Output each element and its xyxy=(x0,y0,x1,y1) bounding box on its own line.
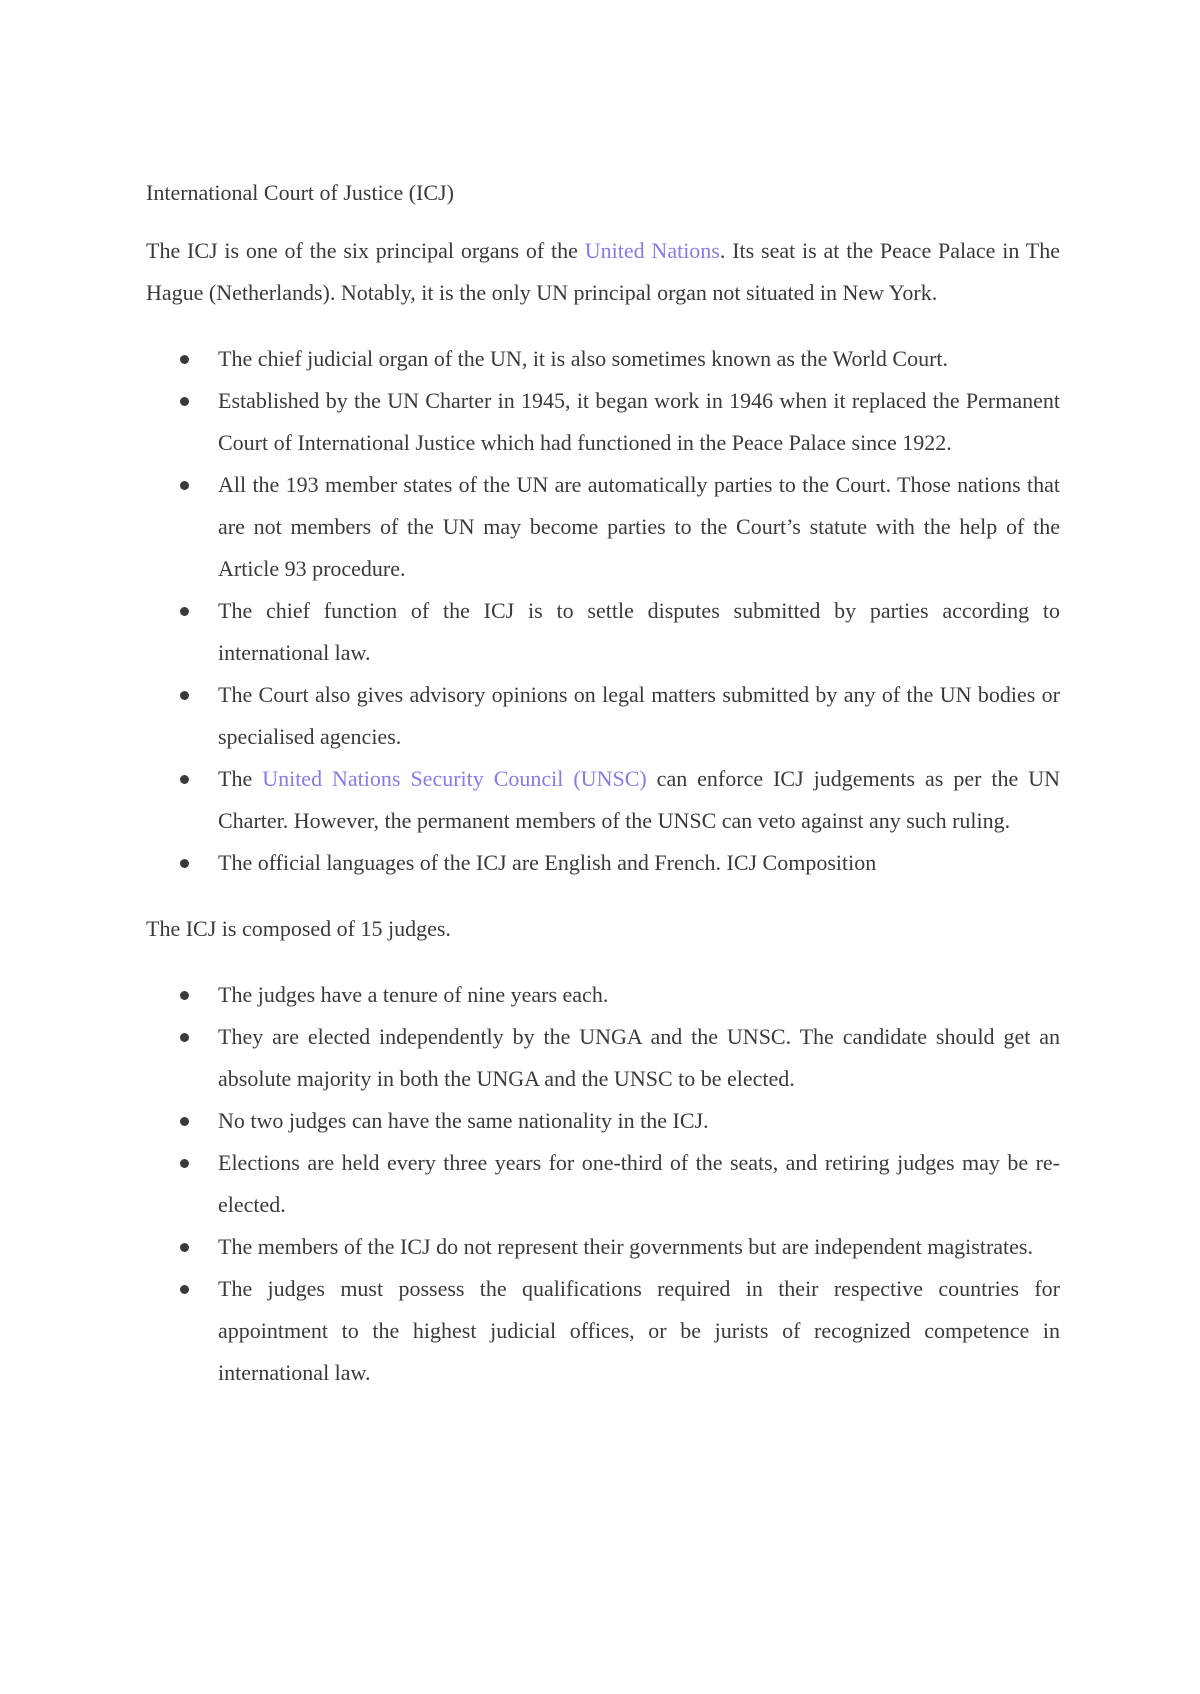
composition-paragraph: The ICJ is composed of 15 judges. xyxy=(146,916,451,941)
bullet-icon xyxy=(180,775,189,784)
unsc-link[interactable]: United Nations Security Council (UNSC) xyxy=(262,766,647,791)
list-item-text-after: can enforce ICJ judgements as per the UN Charter. However, the permanent members of the UNSC can veto against any such ruling. xyxy=(218,766,1060,833)
united-nations-link[interactable]: United Nations xyxy=(584,238,720,263)
list-item-text: The Court also gives advisory opinions on legal matters submitted by any of the UN bodies or specialised agencies. xyxy=(218,682,1060,749)
list-item xyxy=(218,464,1060,590)
bullet-icon xyxy=(180,355,189,364)
list-item xyxy=(218,1100,1060,1142)
list-item xyxy=(218,758,1060,842)
bullet-icon xyxy=(180,397,189,406)
bullet-icon xyxy=(180,481,189,490)
list-item-text: No two judges can have the same nationality in the ICJ. xyxy=(218,1108,709,1133)
bullet-icon xyxy=(180,607,189,616)
bullet-icon xyxy=(180,991,189,1000)
bullet-icon xyxy=(180,1285,189,1294)
list-item xyxy=(218,590,1060,674)
bullet-icon xyxy=(180,691,189,700)
list-item-text: The judges must possess the qualifications required in their respective countries for appointment to the highest judicial offices, or be jurists of recognized competence in international law. xyxy=(218,1276,1060,1385)
composition-list xyxy=(146,974,1060,1394)
intro-paragraph xyxy=(146,230,1060,314)
bullet-icon xyxy=(180,859,189,868)
list-item xyxy=(218,338,1060,380)
intro-text-after: . Its seat is at the Peace Palace in The Hague (Netherlands). Notably, it is the only UN principal organ not situated in New York. xyxy=(146,238,1060,305)
list-item xyxy=(218,1268,1060,1394)
list-item-text: All the 193 member states of the UN are automatically parties to the Court. Those nations that are not members of the UN may become parties to the Court’s statute with the help of the Article 93 procedure. xyxy=(218,472,1060,581)
list-item xyxy=(218,674,1060,758)
list-item xyxy=(218,1226,1060,1268)
list-item xyxy=(218,1016,1060,1100)
list-item-text: They are elected independently by the UNGA and the UNSC. The candidate should get an absolute majority in both the UNGA and the UNSC to be elected. xyxy=(218,1024,1060,1091)
list-item-text: The members of the ICJ do not represent their governments but are independent magistrates. xyxy=(218,1234,1033,1259)
list-item xyxy=(218,842,1060,884)
list-item-text: The chief judicial organ of the UN, it is also sometimes known as the World Court. xyxy=(218,346,949,371)
list-item-text: The judges have a tenure of nine years each. xyxy=(218,982,609,1007)
intro-text-before: The ICJ is one of the six principal organs of the xyxy=(146,238,585,263)
document-page xyxy=(146,172,1060,1394)
list-item xyxy=(218,974,1060,1016)
list-item xyxy=(218,1142,1060,1226)
list-item xyxy=(218,380,1060,464)
facts-list xyxy=(146,338,1060,884)
bullet-icon xyxy=(180,1159,189,1168)
document-title: International Court of Justice (ICJ) xyxy=(146,180,454,205)
list-item-text: The chief function of the ICJ is to settle disputes submitted by parties according to international law. xyxy=(218,598,1060,665)
list-item-text: The official languages of the ICJ are English and French. ICJ Composition xyxy=(218,850,877,875)
list-item-text-before: The xyxy=(218,766,263,791)
list-item-text: Elections are held every three years for one-third of the seats, and retiring judges may be re-elected. xyxy=(218,1150,1060,1217)
bullet-icon xyxy=(180,1117,189,1126)
bullet-icon xyxy=(180,1243,189,1252)
list-item-text: Established by the UN Charter in 1945, it began work in 1946 when it replaced the Permanent Court of International Justice which had functioned in the Peace Palace since 1922. xyxy=(218,388,1060,455)
bullet-icon xyxy=(180,1033,189,1042)
